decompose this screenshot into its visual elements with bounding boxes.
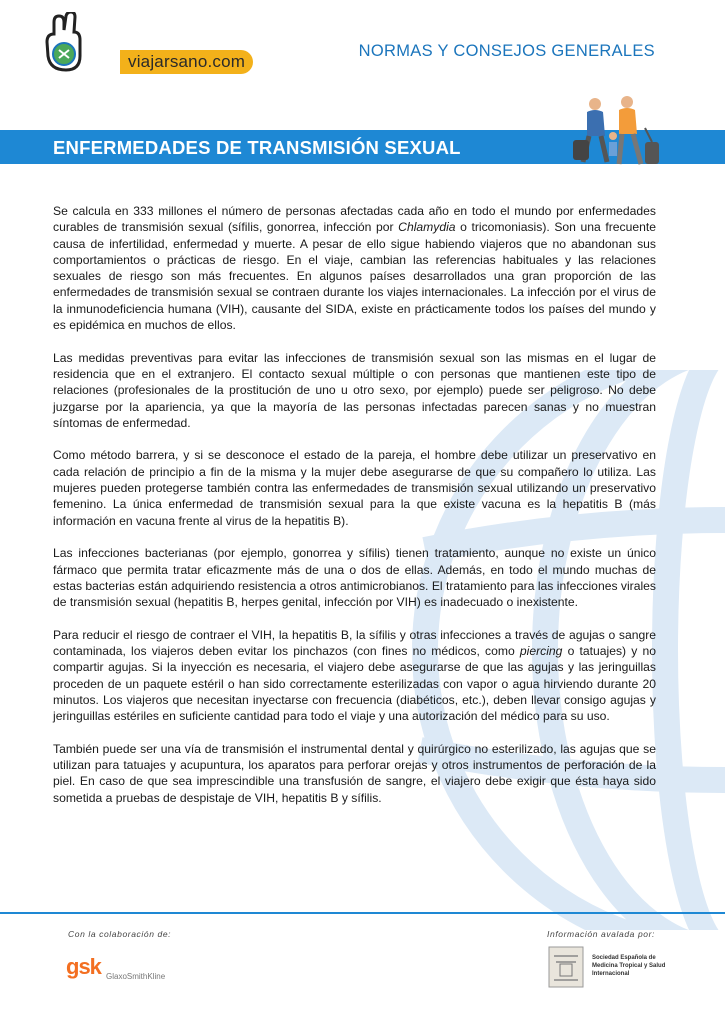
paragraph: Para reducir el riesgo de contraer el VIH, la hepatitis B, la sífilis y otras infecciones a través de agujas o sangre contaminada, los viajeros deben evitar los pinchazos (con fines no médicos, como piercing o tatuajes) y no compartir agujas. Si la inyección es necesaria, el viajero debe asegurarse de que las agujas y las jeringuillas proceden de un paquete estéril o han sido correctamente esterilizadas con vapor o agua hirviendo durante 20 minutos. Los viajeros que necesitan inyectarse con frecuencia (diabéticos, etc.), deben llevar consigo agujas y jeringuillas estériles en suficiente cantidad para todo el viaje y una autorización del médico para su uso. (53, 627, 656, 724)
logo-text: viajarsano.com (120, 50, 253, 74)
page-title: ENFERMEDADES DE TRANSMISIÓN SEXUAL (53, 137, 461, 158)
travelers-illustration (565, 92, 670, 174)
collaboration-label: Con la colaboración de: (68, 929, 172, 939)
paragraph: Se calcula en 333 millones el número de personas afectadas cada año en todo el mundo por enfermedades curables de transmisión sexual (sífilis, gonorrea, infección por Chlamydia o tricomoniasis). Son una frecuente causa de infertilidad, enfermedad y muerte. A pesar de ello sigue habiendo viajeros que no abandonan sus comportamientos o prácticas de riesgo. En el viaje, cambian las referencias habituales y las relaciones sexuales de riesgo son más frecuentes. En algunos países desarrollados una gran proporción de las enfermedades de transmisión sexual se contraen durante los viajes internacionales. La infección por el virus de la inmunodeficiencia humana (VIH), causante del SIDA, existe en prácticamente todos los países del mundo y es epidémica en muchos de ellos. (53, 204, 657, 333)
gsk-logo[interactable] (66, 950, 186, 990)
endorsement-label: Información avalada por: (547, 929, 655, 939)
society-seal-icon (548, 946, 584, 988)
hand-globe-icon (42, 12, 122, 74)
viajarsano-logo[interactable] (42, 12, 246, 74)
footer-divider (0, 912, 725, 914)
paragraph: Las medidas preventivas para evitar las infecciones de transmisión sexual son las mismas en el lugar de residencia que en el extranjero. El contacto sexual múltiple o con personas que mantienen este tipo de relaciones (profesionales de la prostitución de uno u otro sexo, por ejemplo) puede ser peligroso. No debe juzgarse por la apariencia, ya que la mayoría de las personas infectadas parecen sanas y no muestran síntomas de enfermedad. (53, 350, 656, 430)
article-body (53, 203, 656, 822)
paragraph: Como método barrera, y si se desconoce el estado de la pareja, el hombre debe utilizar un preservativo en cada relación de principio a fin de la misma y la mujer debe asegurarse de que su compañero lo utiliza. Las mujeres pueden protegerse también contra las enfermedades de transmisión sexual utilizando un preservativo femenino. La única enfermedad de transmisión sexual para la que existe vacuna es la hepatitis B (más información en vacuna frente al virus de la hepatitis B). (53, 448, 656, 528)
paragraph: Las infecciones bacterianas (por ejemplo, gonorrea y sífilis) tienen tratamiento, aunque no existe un único fármaco que permita tratar eficazmente más de una o dos de ellas. Además, en todo el mundo muchas de estas bacterias están adquiriendo resistencia a otros antimicrobianos. El tratamiento para las infecciones virales de transmisión sexual (hepatitis B, herpes genital, infección por VIH) es inadecuado o inexistente. (53, 546, 656, 610)
gsk-name: GlaxoSmithKline (106, 972, 166, 981)
paragraph: También puede ser una vía de transmisión el instrumental dental y quirúrgico no esterilizado, las agujas que se utilizan para tatuajes y acupuntura, los aparatos para perforar orejas y otros instrumentos de perforación de la piel. En caso de que sea imprescindible una transfusión de sangre, el viajero debe exigir que ésta haya sido sometida a pruebas de despistaje de VIH, hepatitis B y sífilis. (53, 741, 656, 805)
section-label: NORMAS Y CONSEJOS GENERALES (358, 42, 655, 60)
society-name: Sociedad Española de Medicina Tropical y Salud Internacional (592, 955, 666, 977)
gsk-mark: gsk (66, 954, 101, 979)
